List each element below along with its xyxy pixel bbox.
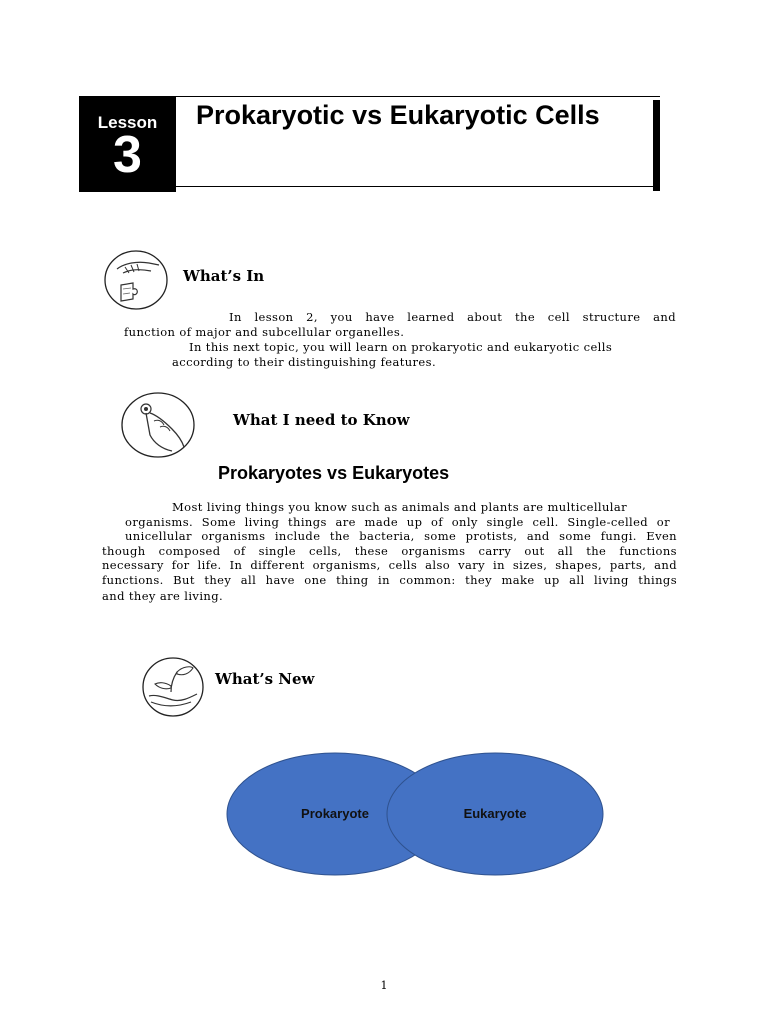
pointing-hand-icon	[120, 391, 198, 459]
body-line-2: organisms. Some living things are made up of only single cell. Single-celled or	[125, 515, 670, 529]
puzzle-hand-icon	[103, 249, 169, 311]
lesson-badge	[79, 96, 176, 192]
whats-new-heading: What’s New	[215, 670, 315, 688]
seedling-hand-icon	[141, 656, 205, 718]
whats-in-line-2: function of major and subcellular organelles.	[124, 325, 405, 339]
lesson-label: Lesson	[97, 113, 158, 132]
whats-in-line-3: In this next topic, you will learn on prokaryotic and eukaryotic cells	[189, 340, 613, 354]
section-subheading: Prokaryotes vs Eukaryotes	[218, 463, 450, 483]
lesson-number: 3	[113, 126, 142, 184]
page-number: 1	[380, 979, 388, 992]
venn-diagram	[220, 748, 620, 888]
body-line-4: though composed of single cells, these organisms carry out all the functions	[102, 544, 677, 558]
need-to-know-heading: What I need to Know	[233, 411, 410, 429]
body-line-7: and they are living.	[102, 589, 224, 603]
venn-label-eukaryote: Eukaryote	[463, 806, 527, 821]
body-line-3: unicellular organisms include the bacteria, some protists, and some fungi. Even	[125, 529, 677, 543]
whats-in-heading: What’s In	[183, 267, 265, 285]
title-top-rule	[176, 96, 660, 97]
venn-label-prokaryote: Prokaryote	[301, 806, 369, 821]
body-line-5: necessary for life. In different organisms, cells also vary in sizes, shapes, parts, and	[102, 558, 677, 572]
title-right-bar	[653, 100, 660, 191]
body-line-1: Most living things you know such as animals and plants are multicellular	[172, 500, 628, 514]
whats-in-line-1: In lesson 2, you have learned about the cell structure and	[229, 310, 676, 324]
title-bottom-rule	[176, 186, 654, 187]
lesson-title: Prokaryotic vs Eukaryotic Cells	[196, 100, 600, 130]
whats-in-line-4: according to their distinguishing features.	[172, 355, 436, 369]
body-line-6: functions. But they all have one thing in common: they make up all living things	[102, 573, 677, 587]
